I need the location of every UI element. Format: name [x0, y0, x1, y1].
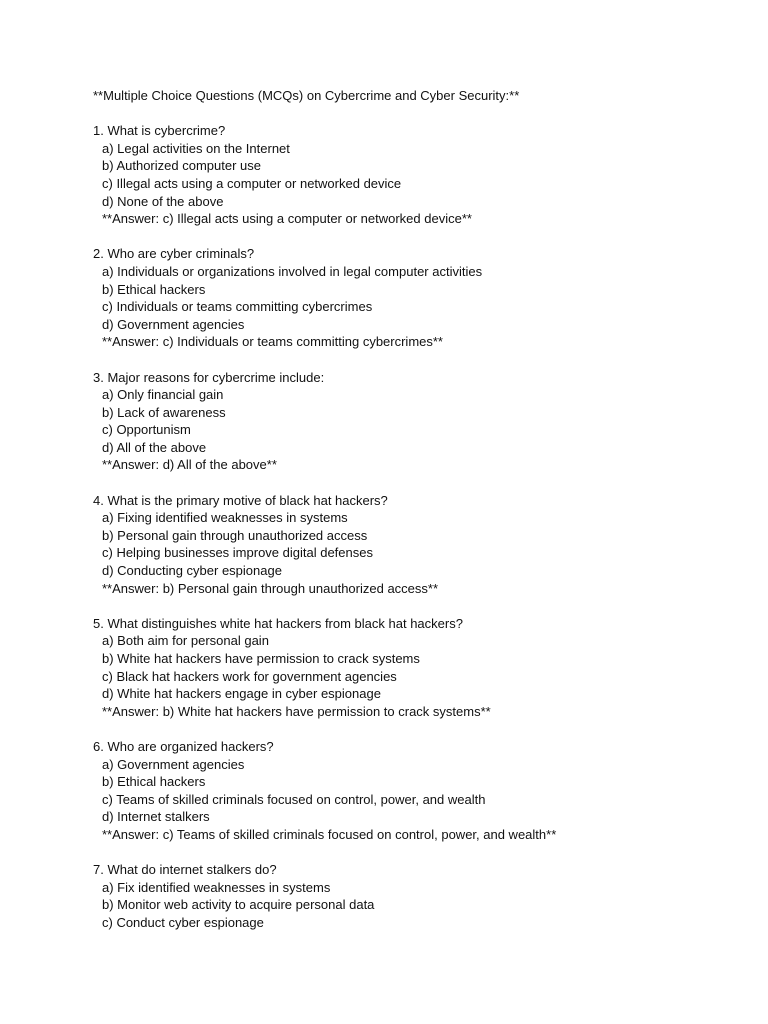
answer-option: c) Black hat hackers work for government agencies — [102, 668, 397, 684]
answer-option: d) None of the above — [102, 193, 224, 209]
question-text: 5. What distinguishes white hat hackers from black hat hackers? — [93, 615, 463, 631]
document-title: **Multiple Choice Questions (MCQs) on Cybercrime and Cyber Security:** — [93, 88, 520, 103]
answer-option: a) Government agencies — [102, 756, 245, 772]
correct-answer: **Answer: b) White hat hackers have permission to crack systems** — [102, 703, 491, 719]
document-body — [93, 87, 733, 949]
answer-option: a) Individuals or organizations involved in legal computer activities — [102, 263, 483, 279]
answer-option: b) Monitor web activity to acquire personal data — [102, 897, 375, 913]
question-text: 4. What is the primary motive of black hat hackers? — [93, 492, 388, 508]
answer-option: b) Personal gain through unauthorized access — [102, 527, 368, 543]
question-block — [93, 245, 733, 351]
answer-option: d) White hat hackers engage in cyber espionage — [102, 686, 381, 702]
answer-option: a) Fixing identified weaknesses in systems — [102, 510, 348, 526]
question-text: 2. Who are cyber criminals? — [93, 246, 255, 262]
question-list — [93, 122, 733, 931]
correct-answer: **Answer: b) Personal gain through unauthorized access** — [102, 580, 439, 596]
question-block — [93, 861, 733, 931]
correct-answer: **Answer: c) Individuals or teams committing cybercrimes** — [102, 334, 443, 350]
correct-answer: **Answer: d) All of the above** — [102, 457, 277, 473]
question-block — [93, 738, 733, 844]
answer-option: a) Both aim for personal gain — [102, 633, 269, 649]
answer-option: a) Only financial gain — [102, 387, 224, 403]
answer-option: c) Conduct cyber espionage — [102, 914, 264, 930]
answer-option: c) Illegal acts using a computer or networked device — [102, 175, 402, 191]
answer-option: c) Opportunism — [102, 422, 191, 438]
answer-option: b) White hat hackers have permission to crack systems — [102, 651, 420, 666]
answer-option: b) Ethical hackers — [102, 774, 206, 790]
answer-option: d) Internet stalkers — [102, 809, 210, 825]
question-block — [93, 615, 733, 721]
answer-option: d) All of the above — [102, 439, 207, 455]
question-text: 3. Major reasons for cybercrime include: — [93, 369, 325, 385]
answer-option: d) Conducting cyber espionage — [102, 563, 282, 579]
question-text: 7. What do internet stalkers do? — [93, 862, 277, 878]
answer-option: b) Lack of awareness — [102, 404, 226, 420]
answer-option: c) Teams of skilled criminals focused on control, power, and wealth — [102, 791, 486, 807]
question-text: 1. What is cybercrime? — [93, 123, 226, 139]
correct-answer: **Answer: c) Teams of skilled criminals focused on control, power, and wealth** — [102, 826, 557, 842]
correct-answer: **Answer: c) Illegal acts using a computer or networked device** — [102, 211, 472, 227]
question-block — [93, 369, 733, 475]
question-block — [93, 122, 733, 228]
answer-option: d) Government agencies — [102, 316, 245, 332]
answer-option: c) Helping businesses improve digital defenses — [102, 545, 373, 561]
question-block — [93, 492, 733, 598]
question-text: 6. Who are organized hackers? — [93, 738, 274, 754]
answer-option: a) Legal activities on the Internet — [102, 140, 290, 156]
answer-option: a) Fix identified weaknesses in systems — [102, 879, 331, 895]
answer-option: b) Authorized computer use — [102, 158, 261, 174]
answer-option: c) Individuals or teams committing cybercrimes — [102, 299, 373, 315]
answer-option: b) Ethical hackers — [102, 281, 206, 297]
